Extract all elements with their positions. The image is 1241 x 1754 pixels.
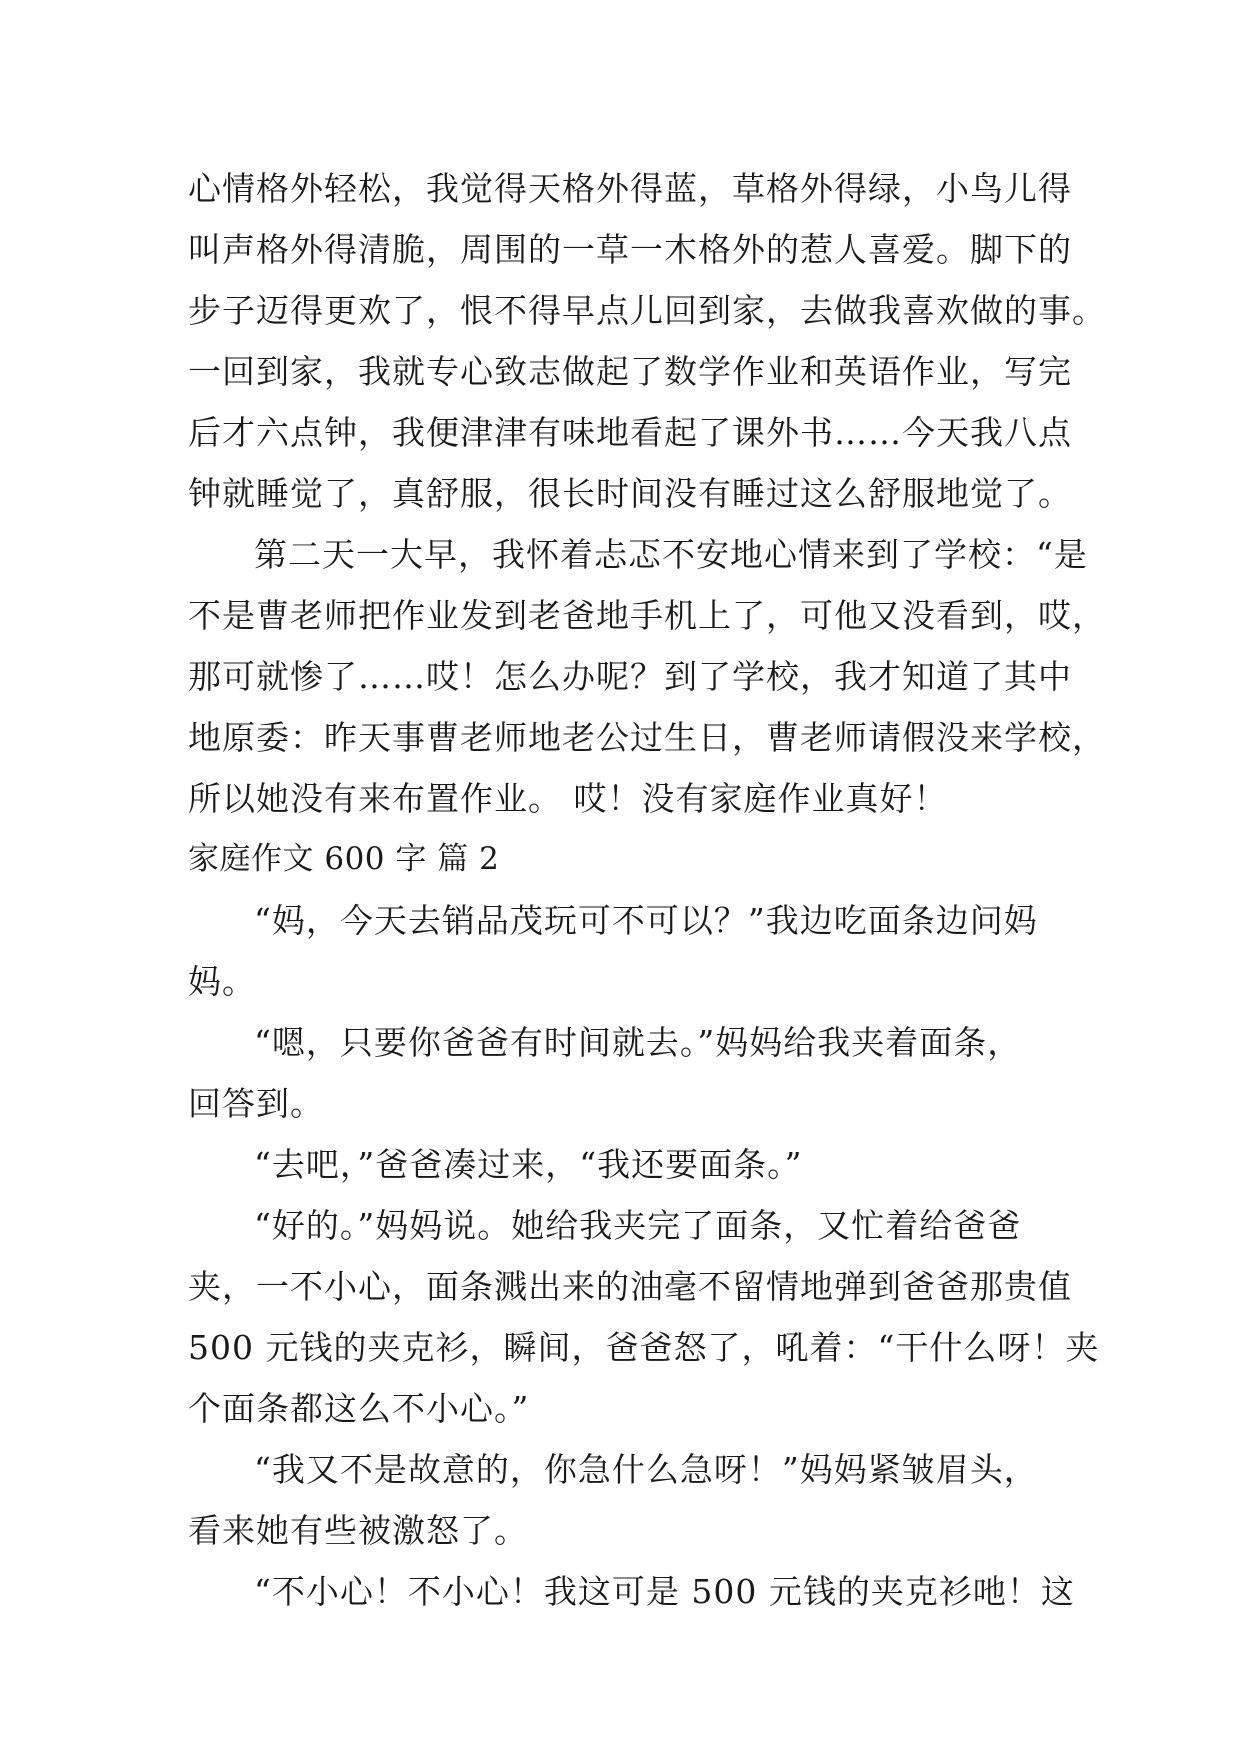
text-line: 500 元钱的夹克衫，瞬间，爸爸怒了，吼着：“干什么呀！夹 [188,1328,1100,1367]
text-line: 看来她有些被激怒了。 [188,1511,528,1550]
text-line: “不小心！不小心！我这可是 500 元钱的夹克衫吔！这 [254,1572,1075,1611]
text-line: 个面条都这么不小心。” [188,1389,530,1428]
text-line: 那可就惨了……哎！怎么办呢？到了学校，我才知道了其中 [188,657,1072,696]
text-line: 所以她没有来布置作业。 哎！没有家庭作业真好！ [188,779,948,818]
document-text [188,158,1106,1622]
text-line: 回答到。 [188,1084,324,1123]
text-line: 步子迈得更欢了，恨不得早点儿回到家，去做我喜欢做的事。 [188,291,1106,330]
text-line: 夹，一不小心，面条溅出来的油毫不留情地弹到爸爸那贵值 [188,1267,1072,1306]
text-line: 一回到家，我就专心致志做起了数学作业和英语作业，写完 [188,352,1072,391]
section-heading: 家庭作文 600 字 篇 2 [188,841,500,877]
text-line: 第二天一大早，我怀着忐忑不安地心情来到了学校：“是 [254,535,1088,574]
text-line: 钟就睡觉了，真舒服，很长时间没有睡过这么舒服地觉了。 [188,474,1072,513]
text-line: 地原委：昨天事曹老师地老公过生日，曹老师请假没来学校， [188,718,1106,757]
text-line: “我又不是故意的，你急什么急呀！”妈妈紧皱眉头， [254,1450,1038,1489]
text-line: “好的。”妈妈说。她给我夹完了面条，又忙着给爸爸 [254,1206,1022,1245]
text-line: 后才六点钟，我便津津有味地看起了课外书……今天我八点 [188,413,1072,452]
text-line: 心情格外轻松，我觉得天格外得蓝，草格外得绿，小鸟儿得 [188,169,1072,208]
text-line: 叫声格外得清脆，周围的一草一木格外的惹人喜爱。脚下的 [188,230,1072,269]
text-line: 妈。 [188,962,256,1001]
text-line: 不是曹老师把作业发到老爸地手机上了，可他又没看到，哎， [188,596,1106,635]
text-line: “妈，今天去销品茂玩可不可以？”我边吃面条边问妈 [254,901,1038,940]
text-line: “嗯，只要你爸爸有时间就去。”妈妈给我夹着面条， [254,1023,1022,1062]
text-line: “去吧，”爸爸凑过来，“我还要面条。” [254,1145,803,1184]
